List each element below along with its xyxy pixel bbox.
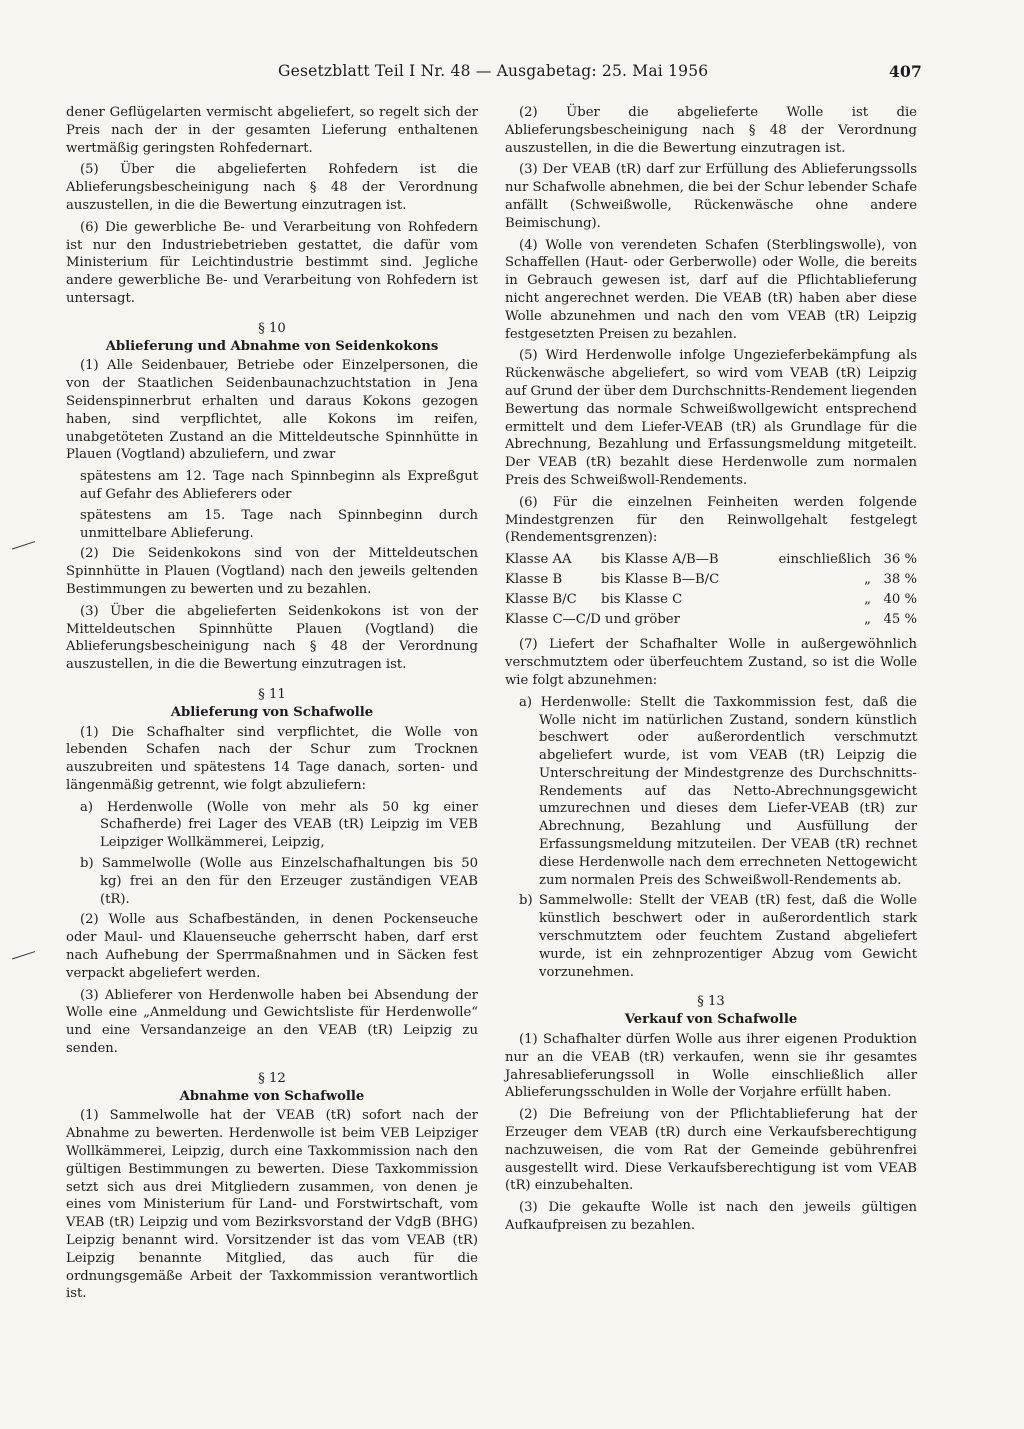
grade-percent: 38 % (883, 571, 917, 587)
list-item: b) Sammelwolle: Stellt der VEAB (tR) fest, daß die Wolle künstlich beschwert oder in außerordentlich stark verschmutztem oder feuchtem Zustand abgeliefert wurde, ist ein zehnprozentiger Abzug vom Gewicht vorzunehmen. (519, 893, 917, 980)
paragraph: (7) Liefert der Schafhalter Wolle in außergewöhnlich verschmutztem oder überfeuchtem Zustand, so ist die Wolle wie folgt abzunehmen: (505, 637, 917, 688)
paragraph: (2) Die Seidenkokons sind von der Mitteldeutschen Spinnhütte in Plauen (Vogtland) nach den jeweils geltenden Bestimmungen zu bewerten und zu bezahlen. (66, 546, 478, 597)
paragraph: (5) Über die abgelieferten Rohfedern ist die Ablieferungsbescheinigung nach § 48 der Verordnung auszustellen, in die die Bewertung einzutragen ist. (66, 162, 478, 213)
section-title: Verkauf von Schafwolle (624, 1012, 798, 1028)
list-item: a) Herdenwolle (Wolle von mehr als 50 kg einer Schafherde) frei Lager des VEAB (tR) Leipzig im VEB Leipziger Wollkämmerei, Leipzig, (80, 799, 478, 851)
page-header (60, 62, 926, 86)
section-title: Ablieferung von Schafwolle (170, 704, 374, 720)
grade-qualifier: „ (864, 571, 871, 587)
grade-qualifier: einschließlich (778, 552, 871, 568)
paragraph: (1) Alle Seidenbauer, Betriebe oder Einzelpersonen, die von der Staatlichen Seidenbaunachzuchtstation in Jena Seidenspinnerbrut erhalten und daraus Kokons gezogen haben, sind verpflichtet, alle Kokons im reifen, unabgetöteten Zustand an die Mitteldeutsche Spinnhütte in Plauen (Vogtland) abzuliefern, und zwar (66, 358, 478, 463)
rendement-table (505, 551, 917, 630)
grade-from: Klasse AA (505, 552, 572, 568)
table-row (505, 571, 917, 591)
grade-to: bis Klasse A/B—B (601, 552, 719, 568)
grade-qualifier: „ (864, 591, 871, 607)
paragraph: (4) Wolle von verendeten Schafen (Sterblingswolle), von Schaffellen (Haut- oder Gerberwolle) oder Wolle, die bereits in Gebrauch gewesen ist, darf auf die Pflichtablieferung nicht angerechnet werden. Die VEAB (tR) haben aber diese Wolle abzunehmen und nach den vom VEAB (tR) Leipzig festgesetzten Preisen zu bezahlen. (505, 237, 917, 342)
grade-from: Klasse B/C (505, 591, 577, 607)
left-column (66, 104, 478, 1307)
paragraph: dener Geflügelarten vermischt abgeliefert, so regelt sich der Preis nach der in der gesamten Lieferung enthaltenen wertmäßig geringsten Rohfedernart. (66, 105, 478, 156)
paragraph: (3) Über die abgelieferten Seidenkokons ist von der Mitteldeutschen Spinnhütte Plauen (Vogtland) die Ablieferungsbescheinigung nach § 48 der Verordnung auszustellen, in die die Bewertung einzutragen ist. (66, 603, 478, 673)
table-row (505, 611, 917, 631)
grade-qualifier: „ (864, 611, 871, 627)
right-column (505, 104, 917, 1239)
paragraph: (6) Die gewerbliche Be- und Verarbeitung von Rohfedern ist nur den Industriebetrieben gestattet, die dafür vom Ministerium für Leichtindustrie bestimmt sind. Jegliche andere gewerbliche Be- und Verarbeitung von Rohfedern ist untersagt. (66, 219, 478, 306)
page-number: 407 (889, 62, 922, 81)
paragraph: (2) Die Befreiung von der Pflichtablieferung hat der Erzeuger dem VEAB (tR) durch eine Verkaufsberechtigung nachzuweisen, die vom Rat der Gemeinde gebührenfrei ausgestellt wird. Diese Verkaufsberechtigung ist vom VEAB (tR) einzubehalten. (505, 1107, 917, 1194)
grade-percent: 40 % (883, 591, 917, 607)
section-number: § 12 (258, 1070, 286, 1086)
grade-from: Klasse B (505, 571, 563, 587)
section-title: Abnahme von Schafwolle (179, 1088, 365, 1104)
grade-percent: 45 % (883, 611, 917, 627)
list-item: b) Sammelwolle (Wolle aus Einzelschafhaltungen bis 50 kg) frei an den für den Erzeuger zuständigen VEAB (tR). (80, 856, 478, 907)
grade-to: bis Klasse C (601, 591, 683, 607)
section-number: § 11 (258, 686, 286, 702)
section-number: § 10 (258, 320, 286, 336)
paragraph: (3) Die gekaufte Wolle ist nach den jeweils gültigen Aufkaufpreisen zu bezahlen. (505, 1200, 917, 1234)
list-item: spätestens am 12. Tage nach Spinnbeginn als Expreßgut auf Gefahr des Ablieferers oder (80, 469, 478, 502)
list-item: spätestens am 15. Tage nach Spinnbeginn durch unmittelbare Ablieferung. (80, 507, 478, 541)
paragraph: (2) Über die abgelieferte Wolle ist die Ablieferungsbescheinigung nach § 48 der Verordnung auszustellen, in die die Bewertung einzutragen ist. (505, 105, 917, 156)
margin-pen-mark (9, 532, 35, 550)
paragraph: (5) Wird Herdenwolle infolge Ungezieferbekämpfung als Rückenwäsche abgeliefert, so wird vom VEAB (tR) Leipzig auf Grund der über dem Durchschnitts-Rendement liegenden Bewertung das normale Schweißwollgewicht entsprechend ermittelt und dem Liefer-VEAB (tR) als Grundlage für die Abrechnung, Bezahlung und Erfassungsmeldung mitgeteilt. Der VEAB (tR) bezahlt diese Herdenwolle zum normalen Preis des Schweißwoll-Rendements. (505, 348, 917, 488)
section-title: Ablieferung und Abnahme von Seidenkokons (105, 338, 439, 354)
paragraph: (1) Die Schafhalter sind verpflichtet, die Wolle von lebenden Schafen nach der Schur zum Trocknen auszubreiten und spätestens 14 Tage danach, sorten- und längenmäßig getrennt, wie folgt abzuliefern: (66, 724, 478, 793)
paragraph: (1) Sammelwolle hat der VEAB (tR) sofort nach der Abnahme zu bewerten. Herdenwolle ist beim VEB Leipziger Wollkämmerei, Leipzig, durch eine Taxkommission nach den gültigen Bestimmungen zu bewerten. Diese Taxkommission setzt sich aus drei Mitgliedern zusammen, von denen je eines vom Ministerium für Land- und Forstwirtschaft, vom VEAB (tR) Leipzig und vom Bezirksvorstand der VdgB (BHG) Leipzig benannt wird. Vorsitzender ist das vom VEAB (tR) Leipzig benannte Mitglied, das auch für die ordnungsgemäße Arbeit der Taxkommission verantwortlich ist. (66, 1108, 478, 1302)
table-row (505, 551, 917, 571)
margin-pen-mark (9, 942, 35, 960)
list-item: a) Herdenwolle: Stellt die Taxkommission fest, daß die Wolle nicht im natürlichen Zustand, sondern künstlich beschwert oder außerordentlich verschmutzt abgeliefert wurde, ist vom VEAB (tR) Leipzig die Unterschreitung der Mindestgrenze des Durchschnitts-Rendements auf das Netto-Abrechnungsgewicht umzurechnen und dieses dem Liefer-VEAB (tR) zur Abrechnung, Bezahlung und Ausfüllung der Erfassungsmeldung mitzuteilen. Der VEAB (tR) rechnet diese Herdenwolle nach dem errechneten Nettogewicht zum normalen Preis des Schweißwoll-Rendements ab. (519, 694, 917, 888)
grade-percent: 36 % (883, 552, 917, 568)
paragraph: (6) Für die einzelnen Feinheiten werden folgende Mindestgrenzen für den Reinwollgehalt festgelegt (Rendementsgrenzen): (505, 494, 917, 546)
grade-to: bis Klasse B—B/C (601, 571, 720, 587)
section-number: § 13 (697, 994, 725, 1010)
running-title: Gesetzblatt Teil I Nr. 48 — Ausgabetag: 25. Mai 1956 (278, 62, 709, 80)
grade-from: Klasse C—C/D und gröber (505, 611, 680, 627)
paragraph: (1) Schafhalter dürfen Wolle aus ihrer eigenen Produktion nur an die VEAB (tR) verkaufen, wenn sie ihr gesamtes Jahresablieferungssoll in Wolle einschließlich aller Ablieferungsschulden in Wolle der Vorjahre erfüllt haben. (505, 1032, 917, 1101)
paragraph: (2) Wolle aus Schafbeständen, in denen Pockenseuche oder Maul- und Klauenseuche geherrscht haben, darf erst nach Aufhebung der Sperrmaßnahmen und in Säcken fest verpackt abgeliefert werden. (66, 912, 478, 981)
table-row (505, 591, 917, 611)
paragraph: (3) Der VEAB (tR) darf zur Erfüllung des Ablieferungssolls nur Schafwolle abnehmen, die bei der Schur lebender Schafe anfällt (Schweißwolle, Rückenwäsche ohne andere Beimischung). (505, 162, 917, 231)
paragraph: (3) Ablieferer von Herdenwolle haben bei Absendung der Wolle eine „Anmeldung und Gewichtsliste für Herdenwolle“ und eine Versandanzeige an den VEAB (tR) Leipzig zu senden. (66, 987, 478, 1057)
